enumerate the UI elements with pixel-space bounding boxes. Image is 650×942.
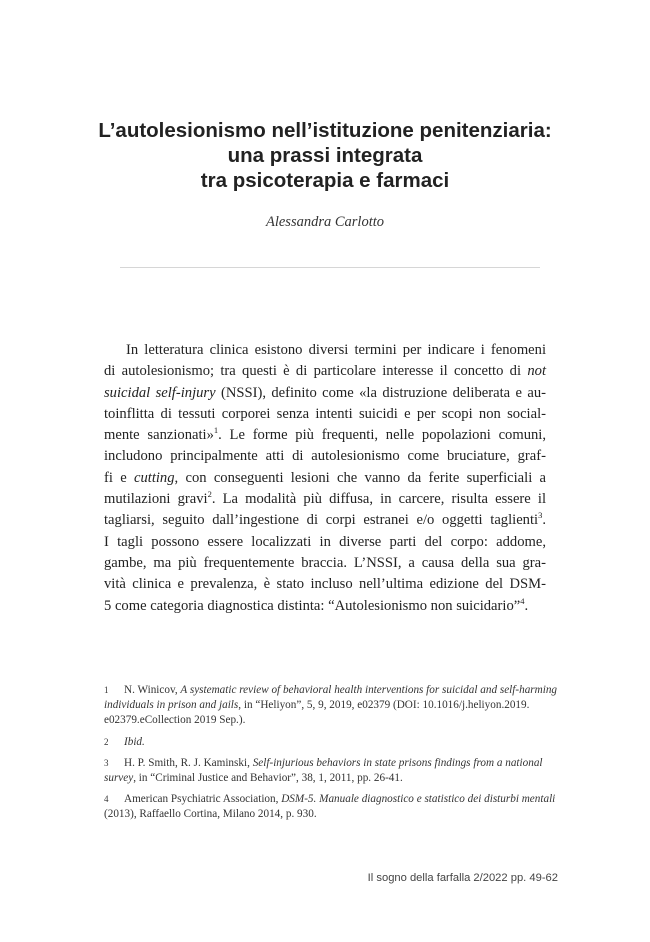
body-paragraph [104,340,546,617]
body-line: 5 come categoria diagnostica distinta: “Autolesionismo non suicidario”$^4$. [104,595,529,614]
body-line: mutilazioni gravi$^2$. La modalità più diffusa, in carcere, risulta essere il [104,489,547,508]
author-name: Alessandra Carlotto [265,214,385,230]
footnote-number: 2 [104,736,109,747]
body-line: includono principalmente atti di autolesionismo come bruciature, graf- [104,448,546,465]
body-line: tagliarsi, seguito dall’ingestione di corpi estranei e/o oggetti taglienti$^3$. [104,510,546,529]
body-line: In letteratura clinica esistono diversi termini per indicare i fenomeni [126,342,546,358]
footnote-ref-3[interactable]: 3 [538,510,543,521]
footnote-ref-2[interactable]: 2 [207,489,212,500]
footnote-number: 1 [104,685,109,695]
footnote-ref-1[interactable]: 1 [213,425,219,436]
footnote-ref-4[interactable]: 4 [520,595,525,606]
title-line-2: una prassi integrata [227,144,423,167]
title-line-1: L’autolesionismo nell’istituzione penitenziaria: [98,119,552,142]
footnote-4: 4 American Psychiatric Association, DSM-5. Manuale diagnostico e statistico dei disturbi mentali (2013), Raffaello Cortina, Milano 2014, p. 930. [104,793,556,821]
body-line: suicidal self-injury (NSSI), definito come «la distruzione deliberata e au- [104,384,546,401]
title-line-3: tra psicoterapia e farmaci [200,169,450,192]
footnotes [104,683,558,829]
body-line: mente sanzionati»$^1$. Le forme più frequenti, nelle popolazioni comuni, [104,425,546,444]
footnote-1: 1 N. Winicov, A systematic review of behavioral health interventions for suicidal and self-harming individuals in prison and jails, in “Heliyon”, 5, 9, 2019, e02379 (DOI: 10.1016/j.heliyon.2019. e02379.eCollection 2019 Sep.). [104,684,558,727]
body-line: di autolesionismo; tra questi è di particolare interesse il concetto di not [104,363,546,380]
journal-footer: Il sogno della farfalla 2/2022 pp. 49-62 [367,872,558,884]
footnote-2: 2 Ibid. [104,735,546,750]
paper-title [70,118,580,193]
body-line: I tagli possono essere localizzati in diverse parti del corpo: addome, [104,533,546,550]
body-line: vità clinica e prevalenza, è stato incluso nell’ultima edizione del DSM- [104,576,546,593]
body-line: gambe, ma più frequentemente braccia. L’NSSI, a causa della sua gra- [104,554,546,571]
body-line: fi e cutting, con conseguenti lesioni che vanno da ferite superficiali a [104,469,547,486]
footnote-number: 4 [104,794,109,805]
footnote-number: 3 [104,757,109,768]
footnote-3: 3 H. P. Smith, R. J. Kaminski, Self-injurious behaviors in state prisons findings from a national survey, in “Criminal Justice and Behavior”, 38, 1, 2011, pp. 26-41. [104,756,543,785]
body-line: toinflitta di tessuti corporei senza intenti suicidi e per scopi non social- [104,405,546,422]
title-divider [120,267,540,268]
